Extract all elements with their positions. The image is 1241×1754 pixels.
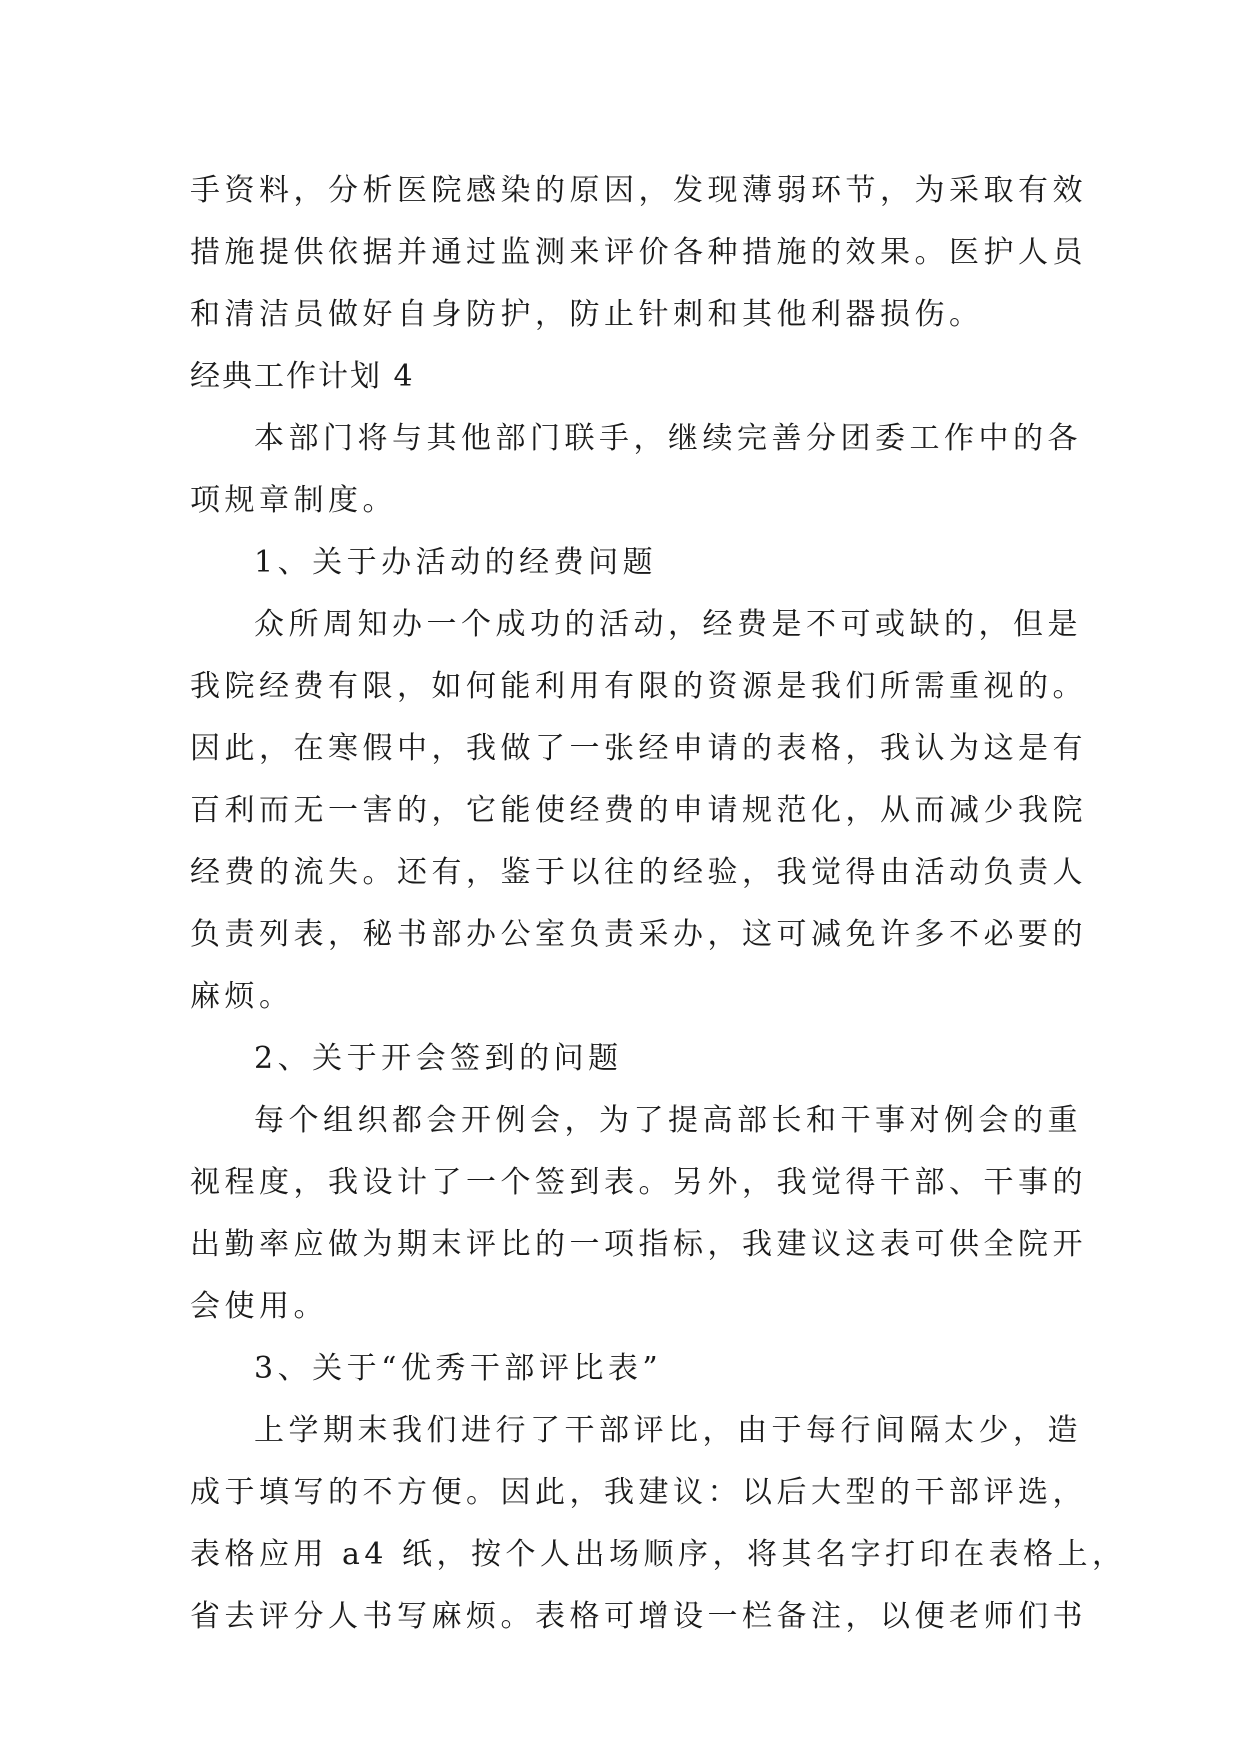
text-line: 成于填写的不方便。因此，我建议：以后大型的干部评选， bbox=[190, 1475, 1087, 1510]
text-line: 视程度，我设计了一个签到表。另外，我觉得干部、干事的 bbox=[190, 1165, 1087, 1200]
text-line: 众所周知办一个成功的活动，经费是不可或缺的，但是 bbox=[254, 607, 1082, 642]
document-body bbox=[190, 160, 1127, 1648]
text-line: 表格应用 a4 纸，按个人出场顺序，将其名字打印在表格上， bbox=[190, 1537, 1127, 1572]
text-line: 1、关于办活动的经费问题 bbox=[254, 545, 658, 580]
text-line: 本部门将与其他部门联手，继续完善分团委工作中的各 bbox=[254, 421, 1082, 456]
text-line: 会使用。 bbox=[190, 1289, 328, 1324]
text-line: 每个组织都会开例会，为了提高部长和干事对例会的重 bbox=[254, 1103, 1082, 1138]
text-line: 手资料，分析医院感染的原因，发现薄弱环节，为采取有效 bbox=[190, 173, 1087, 208]
text-line: 项规章制度。 bbox=[190, 483, 397, 518]
text-line: 出勤率应做为期末评比的一项指标，我建议这表可供全院开 bbox=[190, 1227, 1087, 1262]
text-line: 省去评分人书写麻烦。表格可增设一栏备注，以便老师们书 bbox=[190, 1599, 1087, 1634]
text-line: 经费的流失。还有，鉴于以往的经验，我觉得由活动负责人 bbox=[190, 855, 1087, 890]
text-line: 2、关于开会签到的问题 bbox=[254, 1041, 623, 1076]
text-line: 负责列表，秘书部办公室负责采办，这可减免许多不必要的 bbox=[190, 917, 1087, 952]
text-line: 我院经费有限，如何能利用有限的资源是我们所需重视的。 bbox=[190, 669, 1087, 704]
text-line: 措施提供依据并通过监测来评价各种措施的效果。医护人员 bbox=[190, 235, 1087, 270]
text-line: 因此，在寒假中，我做了一张经申请的表格，我认为这是有 bbox=[190, 731, 1087, 766]
text-line: 3、关于“优秀干部评比表” bbox=[254, 1351, 663, 1386]
text-line: 麻烦。 bbox=[190, 979, 294, 1014]
section-heading: 经典工作计划 4 bbox=[190, 359, 415, 394]
text-line: 百利而无一害的，它能使经费的申请规范化，从而减少我院 bbox=[190, 793, 1087, 828]
text-line: 上学期末我们进行了干部评比，由于每行间隔太少，造 bbox=[254, 1413, 1082, 1448]
text-line: 和清洁员做好自身防护，防止针刺和其他利器损伤。 bbox=[190, 297, 984, 332]
